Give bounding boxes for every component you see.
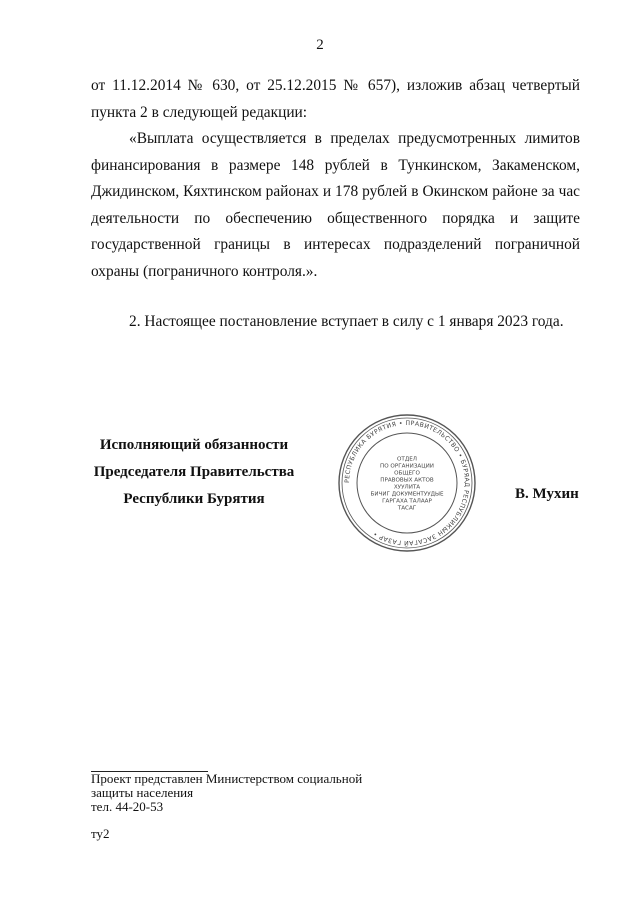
signatory-title xyxy=(80,432,308,513)
page-number: 2 xyxy=(316,37,324,53)
stamp-center-line: БИЧИГ ДОКУМЕНТУУДЫЕ xyxy=(370,491,444,498)
stamp-center-line: ТАСАГ xyxy=(397,505,417,512)
footer-line-3: тел. 44-20-53 xyxy=(91,799,164,814)
paragraph-continuation: от 11.12.2014 № 630, от 25.12.2015 № 657), изложив абзац четвертый пункта 2 в следующей редакции: xyxy=(91,77,580,121)
stamp-center-line: ПРАВОВЫХ АКТОВ xyxy=(380,477,434,484)
stamp-center-line: ПО ОРГАНИЗАЦИИ xyxy=(380,463,434,470)
footer-note xyxy=(91,772,362,814)
stamp-center-line: ОТДЕЛ xyxy=(397,456,417,463)
signatory-title-line-1: Исполняющий обязанности xyxy=(99,437,289,453)
stamp-center-line: ОБЩЕГО xyxy=(394,470,420,477)
document-code: ту2 xyxy=(91,826,110,841)
stamp-center-line: ХУУЛИТА xyxy=(393,484,421,491)
footer-line-2: защиты населения xyxy=(91,785,194,800)
stamp-center-text xyxy=(370,457,443,512)
stamp-center-line: ГАРГАХА ТАЛААР xyxy=(382,498,432,505)
footer-line-1: Проект представлен Министерством социальной xyxy=(91,771,363,786)
signatory-title-line-3: Республики Бурятия xyxy=(123,491,265,507)
signatory-title-line-2: Председателя Правительства xyxy=(93,464,295,480)
signatory-name: В. Мухин xyxy=(515,486,579,502)
paragraph-item-2: 2. Настоящее постановление вступает в силу с 1 января 2023 года. xyxy=(129,313,564,330)
official-stamp xyxy=(336,412,478,554)
paragraph-quote: «Выплата осуществляется в пределах предусмотренных лимитов финансирования в размере 148 рублей в Тункинском, Закаменском, Джидинском, Кяхтинском районах и 178 рублей в Окинском районе за час деятельности по обеспечению общественного порядка и защите государственной границы в интересах подразделений пограничной охраны (пограничного контроля.». xyxy=(91,130,580,280)
stamp-outer-text: РЕСПУБЛИКА БУРЯТИЯ • ПРАВИТЕЛЬСТВО • БУРЯАД РЕСПУБЛИКЫН ЗАСАГАЙ ГАЗАР • xyxy=(343,419,471,547)
